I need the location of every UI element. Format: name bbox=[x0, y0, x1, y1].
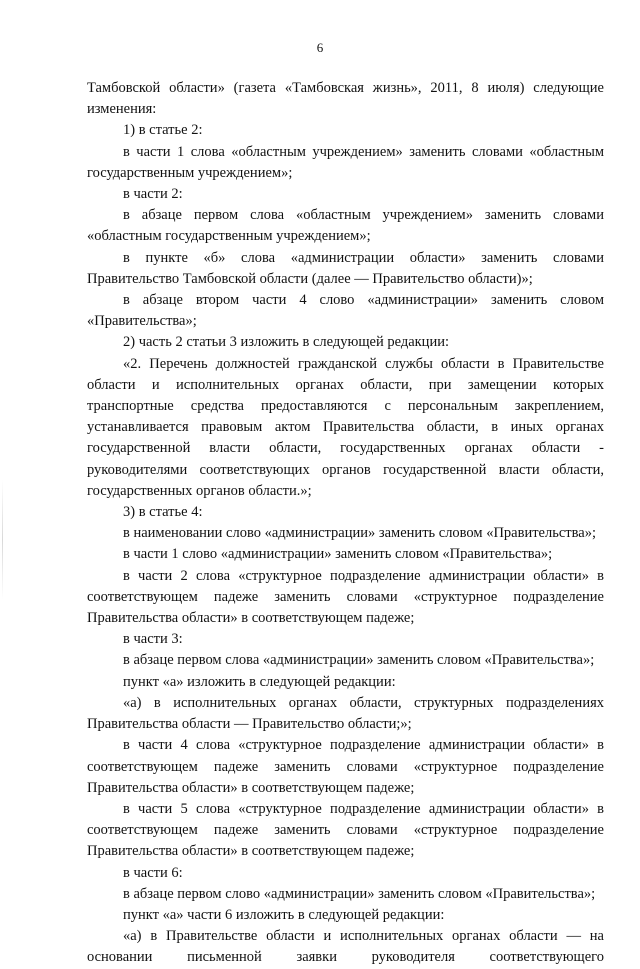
paragraph: 3) в статье 4: bbox=[123, 504, 203, 521]
paragraph: в части 4 слова «структурное подразделение администрации области» в соответствующем падеже заменить словами «структурное подразделение Правительства области» в соответствующем падеже; bbox=[87, 737, 604, 796]
paragraph: в абзаце первом слово «администрации» заменить словом «Правительства»; bbox=[123, 885, 596, 902]
paragraph: в части 3: bbox=[123, 631, 183, 648]
document-body bbox=[87, 78, 604, 969]
paragraph: «а) в исполнительных органах области, структурных подразделениях Правительства области — Правительство области;»; bbox=[87, 694, 604, 733]
paragraph: 2) часть 2 статьи 3 изложить в следующей редакции: bbox=[123, 334, 449, 351]
paragraph: Тамбовской области» (газета «Тамбовская жизнь», 2011, 8 июля) следующие изменения: bbox=[87, 80, 604, 118]
paragraph: пункт «а» части 6 изложить в следующей редакции: bbox=[123, 906, 445, 923]
paragraph: в абзаце первом слова «областным учреждением» заменить словами «областным государственным учреждением»; bbox=[87, 207, 604, 245]
paragraph: в части 1 слова «областным учреждением» заменить словами «областным государственным учреждением»; bbox=[87, 143, 604, 181]
paragraph: в части 6: bbox=[123, 864, 183, 881]
page-number: 6 bbox=[316, 40, 324, 55]
paragraph: «а) в Правительстве области и исполнительных органах области — на основании письменной заявки руководителя соответствующего bbox=[87, 928, 604, 966]
paragraph: в части 2: bbox=[123, 186, 183, 203]
paragraph: «2. Перечень должностей гражданской службы области в Правительстве области и исполнительных органах области, при замещении которых транспортные средства предоставляются с персональным закреплением, устанавливается правовым актом Правительства области, в иных органах государственной власти области, государственных органах области - руководителями соответствующих органов государственной власти области, государственных органов области.»; bbox=[87, 355, 604, 499]
paragraph: в части 1 слово «администрации» заменить словом «Правительства»; bbox=[123, 546, 553, 563]
paragraph: в части 5 слова «структурное подразделение администрации области» в соответствующем падеже заменить словами «структурное подразделение Правительства области» в соответствующем падеже; bbox=[87, 800, 604, 860]
paragraph: в абзаце первом слова «администрации» заменить словом «Правительства»; bbox=[123, 652, 595, 669]
paragraph: в наименовании слово «администрации» заменить словом «Правительства»; bbox=[123, 525, 596, 542]
paragraph: пункт «а» изложить в следующей редакции: bbox=[123, 673, 396, 690]
paragraph: в пункте «б» слова «администрации области» заменить словами Правительство Тамбовской области (далее — Правительство области)»; bbox=[87, 249, 604, 287]
paragraph: в абзаце втором части 4 слово «администрации» заменить словом «Правительства»; bbox=[87, 292, 604, 330]
scan-edge-mark bbox=[2, 480, 3, 600]
paragraph: 1) в статье 2: bbox=[123, 122, 203, 139]
paragraph: в части 2 слова «структурное подразделение администрации области» в соответствующем падеже заменить словами «структурное подразделение Правительства области» в соответствующем падеже; bbox=[87, 567, 604, 627]
